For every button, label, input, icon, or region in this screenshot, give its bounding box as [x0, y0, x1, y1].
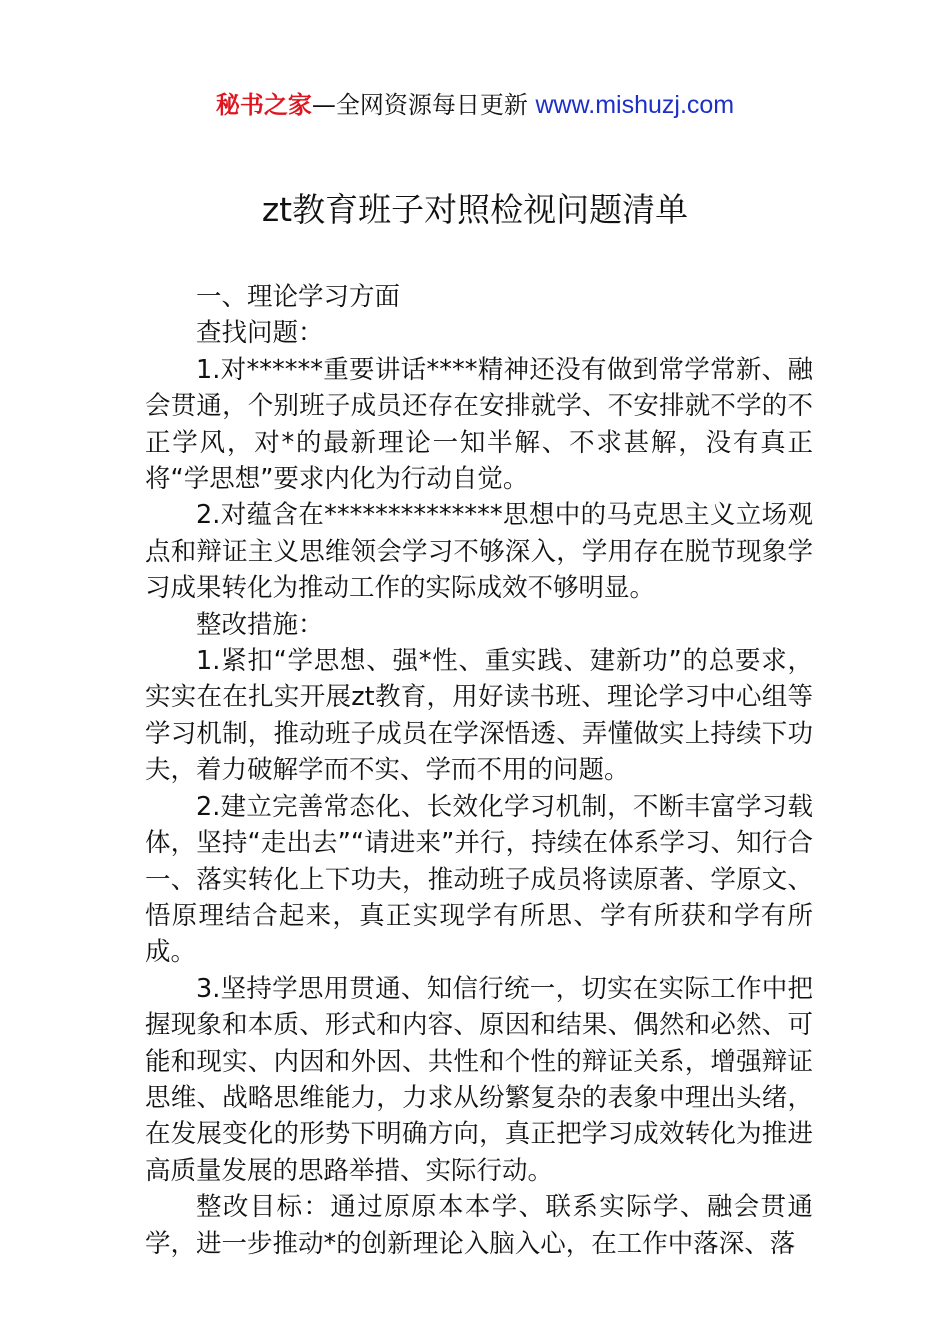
- header-tagline: —全网资源每日更新: [311, 91, 536, 119]
- section-heading: 一、理论学习方面: [196, 282, 401, 312]
- site-url-link[interactable]: www.mishuzj.com: [535, 91, 735, 119]
- document-title: zt教育班子对照检视问题清单: [261, 190, 689, 229]
- problem-item-2: 2.对蕴含在**************思想中的马克思主义立场观点和辩证主义思维领会学习不够深入，学用存在脱节现象学习成果转化为推动工作的实际成效不够明显。: [145, 500, 813, 604]
- subheading-measures: 整改措施：: [196, 609, 324, 640]
- measure-item-1: 1.紧扣“学思想、强*性、重实践、建新功”的总要求，实实在在扎实开展zt教育，用好读书班、理论学习中心组等学习机制，推动班子成员在学深悟透、弄懂做实上持续下功夫，着力破解学而不实、学而不用的问题。: [145, 646, 813, 786]
- measure-item-3: 3.坚持学思用贯通、知信行统一，切实在实际工作中把握现象和本质、形式和内容、原因和结果、偶然和必然、可能和现实、内因和外因、共性和个性的辩证关系，增强辩证思维、战略思维能力，力求从纷繁复杂的表象中理出头绪，在发展变化的形势下明确方向，真正把学习成效转化为推进高质量发展的思路举措、实际行动。: [145, 973, 813, 1186]
- problem-item-1: 1.对******重要讲话****精神还没有做到常学常新、融会贯通，个别班子成员还存在安排就学、不安排就不学的不正学风，对*的最新理论一知半解、不求甚解，没有真正将“学思想”要求内化为行动自觉。: [145, 354, 813, 495]
- measure-item-2: 2.建立完善常态化、长效化学习机制，不断丰富学习载体，坚持“走出去”“请进来”并行，持续在体系学习、知行合一、落实转化上下功夫，推动班子成员将读原著、学原文、悟原理结合起来，真正实现学有所思、学有所获和学有所成。: [145, 791, 813, 968]
- subheading-problems: 查找问题：: [196, 318, 324, 349]
- site-header: [0, 88, 950, 122]
- brand-name: 秘书之家: [215, 91, 312, 119]
- rectification-goal: 整改目标：通过原原本本学、联系实际学、融会贯通学，进一步推动*的创新理论入脑入心，在工作中落深、落: [145, 1192, 813, 1259]
- document-body: [145, 279, 813, 1262]
